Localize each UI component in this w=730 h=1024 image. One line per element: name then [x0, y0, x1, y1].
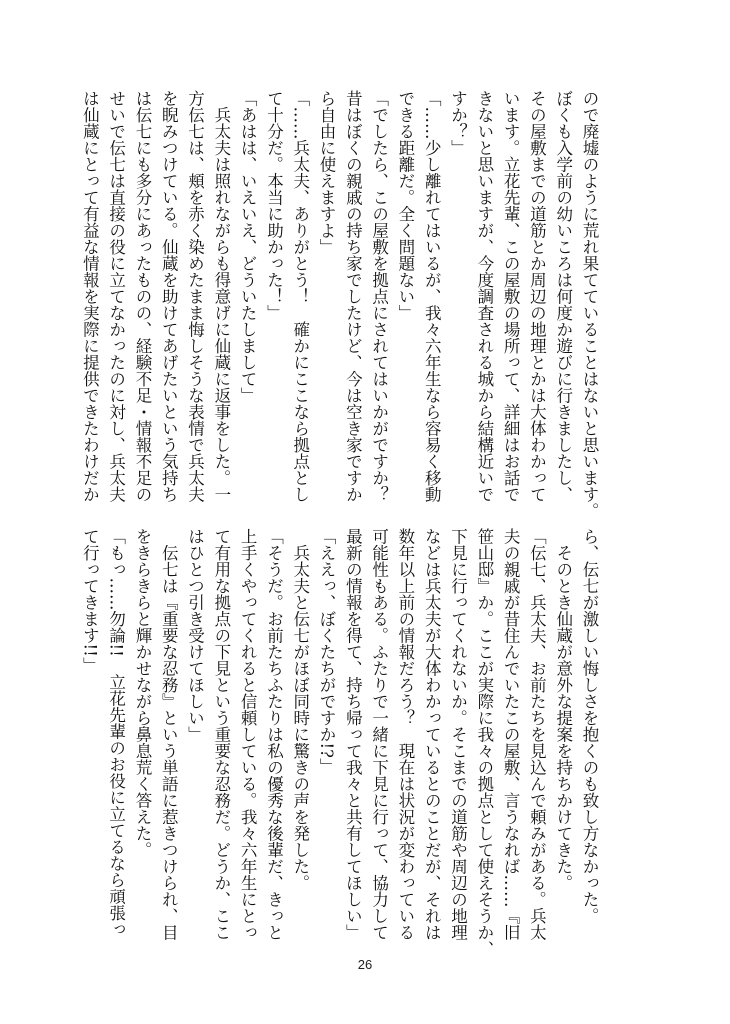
text-line: 夫の親戚が昔住んでいたこの屋敷、言うなれば……『旧 — [501, 528, 521, 941]
text-line: 兵太夫は照れながらも得意げに仙蔵に返事をした。一 — [211, 90, 231, 503]
text-line: て十分だ。本当に助かった！」 — [264, 90, 284, 321]
text-line: などは兵太夫が大体わかっているとのことだが、それは — [422, 528, 442, 941]
text-line: を睨みつけている。仙蔵を助けてあげたいという気持ち — [159, 90, 179, 503]
text-line: 上手くやってくれると信頼している。我々六年生にとっ — [238, 528, 258, 941]
text-line: は仙蔵にとって有益な情報を実際に提供できたわけだか — [80, 90, 100, 503]
text-line: せいで伝七は直接の役に立てなかったのに対し、兵太夫 — [106, 90, 126, 503]
text-line: は伝七にも多分にあったものの、経験不足・情報不足の — [132, 90, 152, 503]
text-line: て行ってきます!!」 — [80, 528, 100, 674]
text-line: ので廃墟のように荒れ果てていることはないと思います。 — [580, 90, 599, 519]
text-line: 昔はぼくの親戚の持ち家でしたけど、今は空き家ですか — [343, 90, 363, 503]
text-line: 「伝七、兵太夫、お前たちを見込んで頼みがある。兵太 — [527, 528, 547, 941]
lower-text-block — [80, 528, 602, 957]
text-line: 方伝七は、頬を赤く染めたまま悔しそうな表情で兵太夫 — [185, 90, 205, 503]
text-line: その屋敷までの道筋とか周辺の地理とかは大体わかって — [527, 90, 547, 503]
text-line: 伝七は『重要な忍務』という単語に惹きつけられ、目 — [159, 528, 179, 941]
text-line: 笹山邸』か。ここが実際に我々の拠点として使えそうか、 — [474, 528, 494, 957]
text-line: 「でしたら、この屋敷を拠点にされてはいかがですか？ — [369, 90, 389, 503]
text-line: 「あはは、いえいえ、どういたしまして」 — [238, 90, 258, 404]
text-line: すか？」 — [448, 90, 468, 156]
page-number: 26 — [357, 957, 373, 972]
text-line: 可能性もある。ふたりで一緒に下見に行って、協力して — [369, 528, 389, 941]
text-line: きないと思いますが、今度調査される城から結構近いで — [474, 90, 494, 503]
text-line: 数年以上前の情報だろう？ 現在は状況が変わっている — [395, 528, 415, 941]
text-line: 兵太夫と伝七がほぼ同時に驚きの声を発した。 — [290, 528, 310, 891]
upper-text-block — [80, 90, 602, 519]
text-line: ら自由に使えますよ」 — [317, 90, 337, 255]
text-line: をきらきらと輝かせながら鼻息荒く答えた。 — [132, 528, 152, 858]
text-line: 「もっ……勿論!! 立花先輩のお役に立てるなら頑張っ — [106, 528, 126, 938]
text-line: 「……少し離れてはいるが、我々六年生なら容易く移動 — [422, 90, 442, 503]
text-line: 「……兵太夫、ありがとう！ 確かにここなら拠点とし — [290, 90, 310, 503]
text-line: ぼくも入学前の幼いころは何度か遊びに行きましたし、 — [553, 90, 573, 503]
text-line: て有用な拠点の下見という重要な忍務だ。どうか、ここ — [211, 528, 231, 941]
text-line: ら、伝七が激しい悔しさを抱くのも致し方なかった。 — [580, 528, 599, 924]
text-line: 最新の情報を得て、持ち帰って我々と共有してほしい」 — [343, 528, 363, 941]
text-line: はひとつ引き受けてほしい」 — [185, 528, 205, 743]
text-line: そのとき仙蔵が意外な提案を持ちかけてきた。 — [553, 528, 573, 891]
text-line: 下見に行ってくれないか。そこまでの道筋や周辺の地理 — [448, 528, 468, 941]
text-line: います。立花先輩、この屋敷の場所って、詳細はお話で — [501, 90, 521, 503]
text-line: 「そうだ。お前たちふたりは私の優秀な後輩だ、きっと — [264, 528, 284, 941]
text-line: 「ええっ、ぼくたちがですか!?」 — [317, 528, 337, 775]
text-line: できる距離だ。全く問題ない」 — [395, 90, 415, 321]
